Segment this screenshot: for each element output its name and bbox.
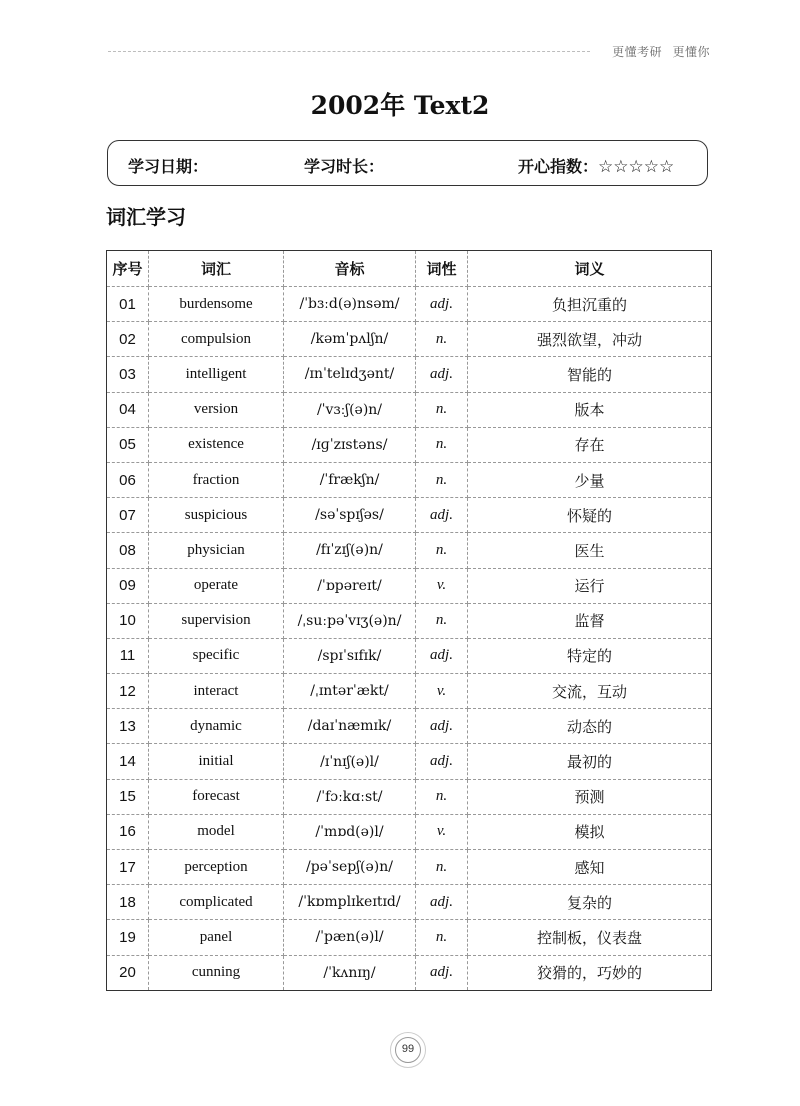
row-word: interact — [149, 674, 284, 709]
vocabulary-table — [106, 250, 712, 991]
row-index: 17 — [107, 850, 149, 885]
row-phonetic: /daɪˈnæmɪk/ — [284, 709, 416, 744]
study-duration-label: 学习时长： — [304, 157, 385, 176]
row-pos: adj. — [416, 744, 468, 779]
row-phonetic: /fɪˈzɪʃ(ə)n/ — [284, 533, 416, 568]
study-date-label: 学习日期： — [128, 157, 209, 176]
vocabulary-table-body — [107, 287, 712, 991]
header-phonetic: 音标 — [284, 251, 416, 287]
row-phonetic: /ˈfɔːkɑːst/ — [284, 779, 416, 814]
table-row — [107, 885, 712, 920]
row-pos: adj. — [416, 955, 468, 990]
row-word: physician — [149, 533, 284, 568]
table-row — [107, 462, 712, 497]
row-index: 14 — [107, 744, 149, 779]
row-index: 15 — [107, 779, 149, 814]
row-word: dynamic — [149, 709, 284, 744]
page-number: 99 — [395, 1037, 421, 1063]
row-pos: v. — [416, 568, 468, 603]
table-row — [107, 533, 712, 568]
row-phonetic: /ɪnˈtelɪdʒənt/ — [284, 357, 416, 392]
row-phonetic: /ˈbɜːd(ə)nsəm/ — [284, 287, 416, 322]
happiness-field — [518, 154, 674, 177]
tagline-right: 更懂你 — [672, 45, 710, 59]
table-row — [107, 427, 712, 462]
row-word: cunning — [149, 955, 284, 990]
table-row — [107, 674, 712, 709]
happiness-label: 开心指数： — [518, 157, 599, 176]
row-word: model — [149, 814, 284, 849]
row-meaning: 动态的 — [468, 709, 712, 744]
row-word: intelligent — [149, 357, 284, 392]
row-meaning: 监督 — [468, 603, 712, 638]
row-index: 07 — [107, 498, 149, 533]
row-phonetic: /ˈkɒmplɪkeɪtɪd/ — [284, 885, 416, 920]
table-row — [107, 814, 712, 849]
header-index: 序号 — [107, 251, 149, 287]
header-meaning: 词义 — [468, 251, 712, 287]
row-phonetic: /pəˈsepʃ(ə)n/ — [284, 850, 416, 885]
row-pos: adj. — [416, 885, 468, 920]
table-header-row — [107, 251, 712, 287]
section-title: 词汇学习 — [106, 205, 186, 229]
row-index: 09 — [107, 568, 149, 603]
row-word: perception — [149, 850, 284, 885]
row-meaning: 少量 — [468, 462, 712, 497]
row-index: 20 — [107, 955, 149, 990]
table-row — [107, 498, 712, 533]
row-phonetic: /ˌsuːpəˈvɪʒ(ə)n/ — [284, 603, 416, 638]
row-phonetic: /spɪˈsɪfɪk/ — [284, 638, 416, 673]
row-meaning: 特定的 — [468, 638, 712, 673]
row-meaning: 智能的 — [468, 357, 712, 392]
row-meaning: 强烈欲望，冲动 — [468, 322, 712, 357]
row-pos: adj. — [416, 357, 468, 392]
row-phonetic: /ɪɡˈzɪstəns/ — [284, 427, 416, 462]
row-word: panel — [149, 920, 284, 955]
row-phonetic: /kəmˈpʌlʃn/ — [284, 322, 416, 357]
row-pos: v. — [416, 674, 468, 709]
row-pos: n. — [416, 920, 468, 955]
row-meaning: 控制板，仪表盘 — [468, 920, 712, 955]
row-pos: n. — [416, 462, 468, 497]
row-phonetic: /ɪˈnɪʃ(ə)l/ — [284, 744, 416, 779]
row-index: 11 — [107, 638, 149, 673]
table-row — [107, 779, 712, 814]
row-meaning: 负担沉重的 — [468, 287, 712, 322]
table-row — [107, 392, 712, 427]
table-row — [107, 568, 712, 603]
row-meaning: 存在 — [468, 427, 712, 462]
table-row — [107, 850, 712, 885]
row-index: 04 — [107, 392, 149, 427]
row-pos: n. — [416, 427, 468, 462]
row-pos: adj. — [416, 709, 468, 744]
row-phonetic: /ˈɒpəreɪt/ — [284, 568, 416, 603]
row-word: forecast — [149, 779, 284, 814]
row-pos: n. — [416, 533, 468, 568]
table-row — [107, 744, 712, 779]
row-meaning: 运行 — [468, 568, 712, 603]
star-rating-icon: ☆☆☆☆☆ — [598, 157, 675, 177]
row-meaning: 复杂的 — [468, 885, 712, 920]
row-word: suspicious — [149, 498, 284, 533]
row-index: 06 — [107, 462, 149, 497]
table-row — [107, 322, 712, 357]
row-phonetic: /səˈspɪʃəs/ — [284, 498, 416, 533]
row-pos: n. — [416, 322, 468, 357]
row-meaning: 医生 — [468, 533, 712, 568]
row-word: supervision — [149, 603, 284, 638]
study-info-box — [107, 140, 708, 186]
header-word: 词汇 — [149, 251, 284, 287]
row-word: burdensome — [149, 287, 284, 322]
table-row — [107, 709, 712, 744]
row-phonetic: /ˈmɒd(ə)l/ — [284, 814, 416, 849]
row-pos: v. — [416, 814, 468, 849]
row-pos: adj. — [416, 287, 468, 322]
row-meaning: 怀疑的 — [468, 498, 712, 533]
row-meaning: 预测 — [468, 779, 712, 814]
row-index: 18 — [107, 885, 149, 920]
row-word: compulsion — [149, 322, 284, 357]
row-phonetic: /ˈkʌnɪŋ/ — [284, 955, 416, 990]
row-index: 05 — [107, 427, 149, 462]
row-pos: n. — [416, 850, 468, 885]
row-meaning: 感知 — [468, 850, 712, 885]
table-row — [107, 955, 712, 990]
row-pos: n. — [416, 779, 468, 814]
page-title: 2002年 Text2 — [310, 91, 490, 120]
row-word: operate — [149, 568, 284, 603]
row-meaning: 最初的 — [468, 744, 712, 779]
row-phonetic: /ˈfrækʃn/ — [284, 462, 416, 497]
row-word: initial — [149, 744, 284, 779]
table-row — [107, 357, 712, 392]
row-index: 01 — [107, 287, 149, 322]
row-phonetic: /ˌɪntərˈækt/ — [284, 674, 416, 709]
row-index: 08 — [107, 533, 149, 568]
row-phonetic: /ˈpæn(ə)l/ — [284, 920, 416, 955]
header-tagline — [606, 43, 710, 60]
row-pos: n. — [416, 392, 468, 427]
table-row — [107, 287, 712, 322]
row-word: complicated — [149, 885, 284, 920]
row-pos: adj. — [416, 638, 468, 673]
row-meaning: 模拟 — [468, 814, 712, 849]
row-phonetic: /ˈvɜːʃ(ə)n/ — [284, 392, 416, 427]
table-row — [107, 638, 712, 673]
table-row — [107, 920, 712, 955]
row-word: version — [149, 392, 284, 427]
row-index: 19 — [107, 920, 149, 955]
row-index: 12 — [107, 674, 149, 709]
tagline-left: 更懂考研 — [612, 45, 663, 59]
row-index: 03 — [107, 357, 149, 392]
row-meaning: 交流，互动 — [468, 674, 712, 709]
row-index: 16 — [107, 814, 149, 849]
row-word: fraction — [149, 462, 284, 497]
row-word: existence — [149, 427, 284, 462]
row-index: 13 — [107, 709, 149, 744]
row-pos: adj. — [416, 498, 468, 533]
row-meaning: 版本 — [468, 392, 712, 427]
table-row — [107, 603, 712, 638]
row-word: specific — [149, 638, 284, 673]
header-pos: 词性 — [416, 251, 468, 287]
row-pos: n. — [416, 603, 468, 638]
row-index: 02 — [107, 322, 149, 357]
header-divider — [108, 51, 590, 52]
row-meaning: 狡猾的，巧妙的 — [536, 964, 642, 983]
row-index: 10 — [107, 603, 149, 638]
